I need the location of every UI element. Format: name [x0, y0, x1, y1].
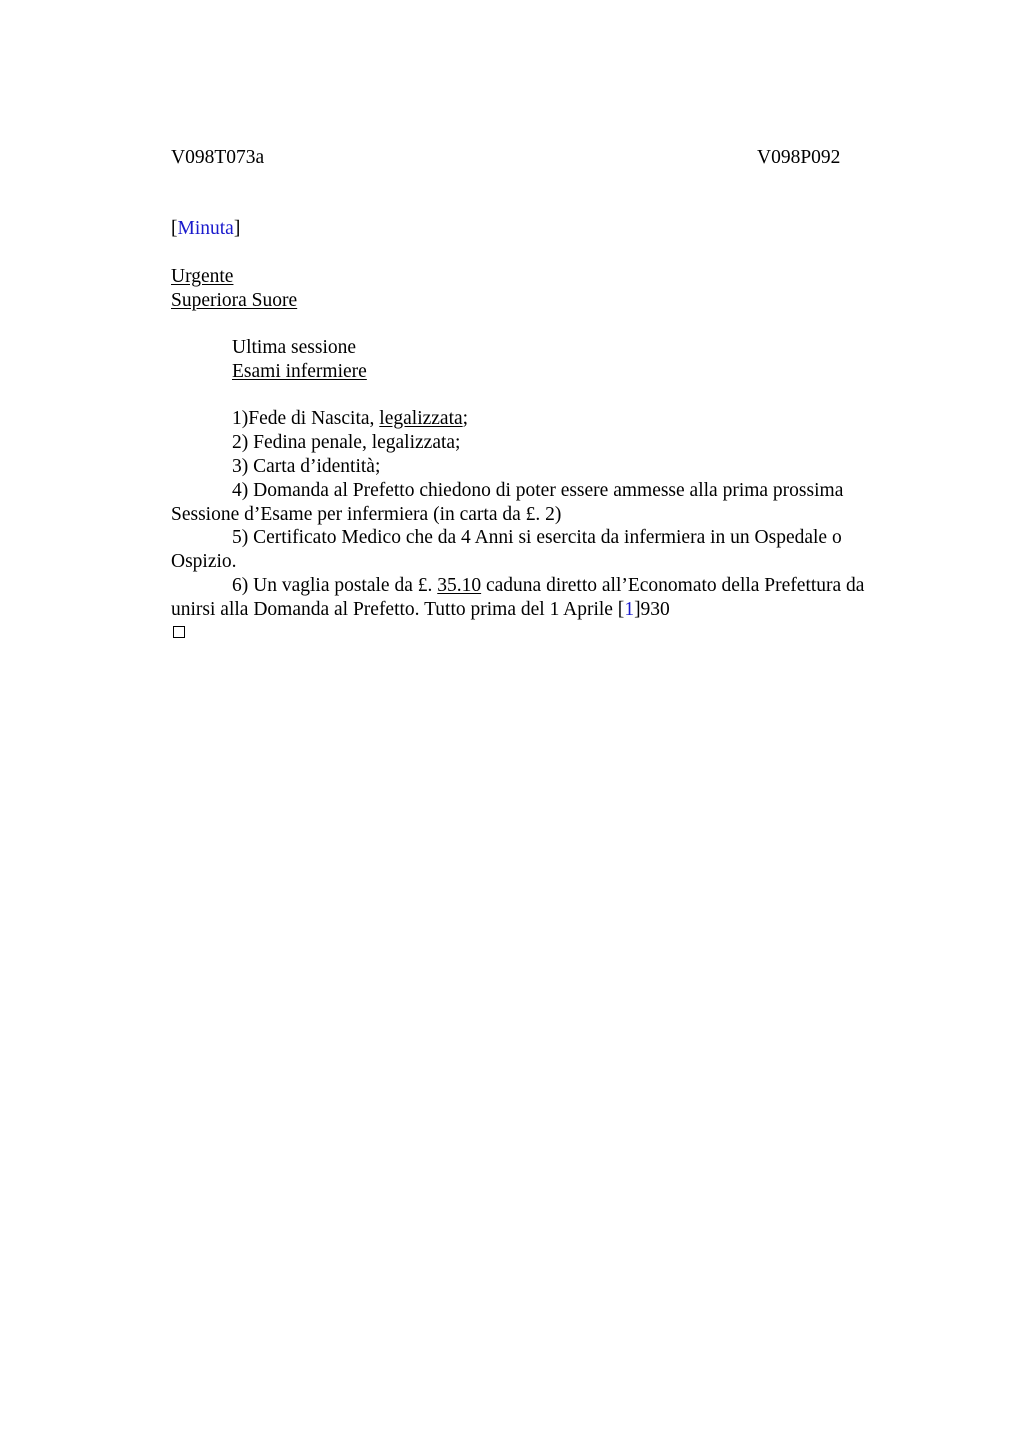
list-item-4: 4) Domanda al Prefetto chiedono di poter essere ammesse alla prima prossima Sessione d’Esame per infermiera (in carta da £. 2)	[171, 480, 844, 525]
list-item-5: 5) Certificato Medico che da 4 Anni si esercita da infermiera in un Ospedale o Ospizio.	[171, 527, 842, 572]
item-6-bracket-number: 1	[624, 598, 635, 620]
minuta-note	[171, 217, 240, 241]
empty-box-icon	[173, 626, 185, 638]
recipient-heading: Superiora Suore	[171, 290, 298, 311]
document-code-left: V098T073a	[171, 147, 265, 168]
item-1-text: 1)Fede di Nascita,	[232, 408, 380, 429]
close-bracket: ]	[233, 218, 241, 239]
item-6-text: 6) Un vaglia postale da £.	[232, 575, 438, 596]
subject-line-2: Esami infermiere	[232, 361, 367, 382]
item-6-suffix: ]930	[634, 598, 670, 620]
list-item-1	[232, 407, 468, 431]
list-item-2: 2) Fedina penale, legalizzata;	[232, 432, 461, 453]
item-6-amount: 35.10	[437, 575, 482, 596]
item-1-suffix: ;	[462, 408, 469, 429]
subject-line-1: Ultima sessione	[232, 337, 357, 358]
page-code-right: V098P092	[757, 147, 841, 168]
minuta-label: Minuta	[177, 218, 234, 239]
list-item-6	[171, 574, 911, 621]
urgent-heading: Urgente	[171, 266, 234, 287]
item-1-underlined: legalizzata	[379, 408, 463, 429]
list-item-3: 3) Carta d’identità;	[232, 456, 381, 477]
open-bracket: [	[171, 218, 178, 239]
item-6-middle: caduna diretto all’Economato della Prefettura da unirsi alla Domanda al Prefetto. Tutto prima del 1 Aprile [	[171, 575, 865, 620]
